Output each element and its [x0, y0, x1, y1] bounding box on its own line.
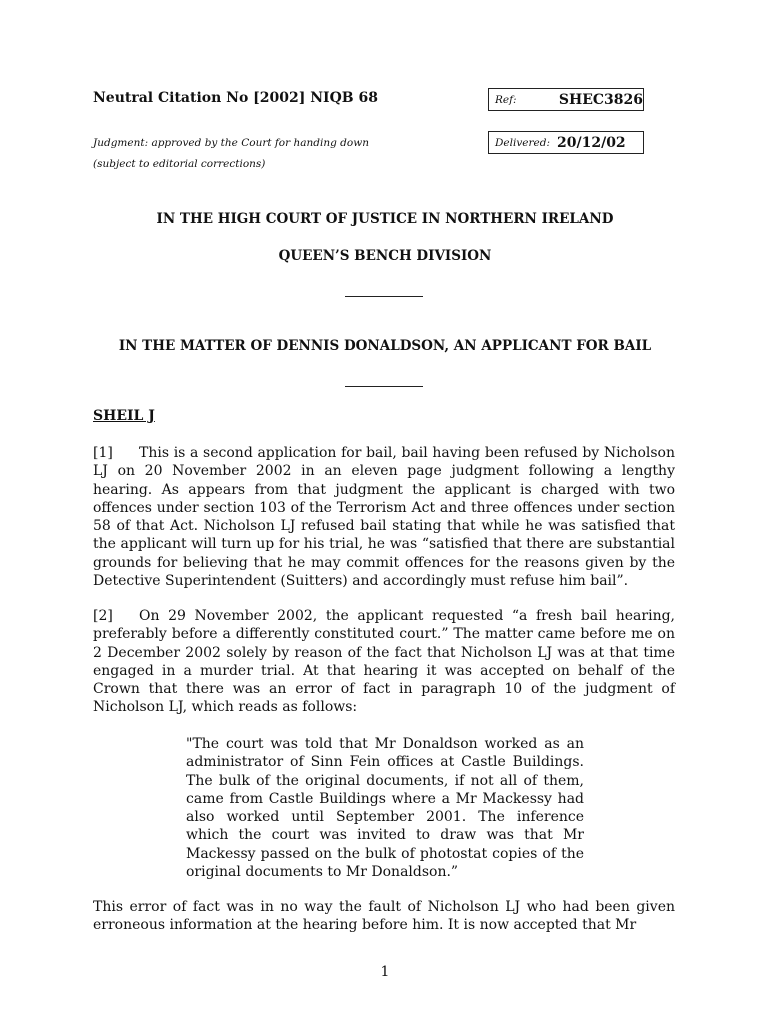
paragraph-text: On 29 November 2002, the applicant requested “a fresh bail hearing, preferably before a differently constituted court.” The matter came before me on 2 December 2002 solely by reason of the fact that Nicholson LJ was at that time engaged in a murder trial. At that hearing it was accepted on behalf of the Crown that there was an error of fact in paragraph 10 of the judgment of Nicholson LJ, which reads as follows:: [93, 608, 675, 716]
judge-name: SHEIL J: [93, 408, 155, 424]
delivered-value: 20/12/02: [557, 134, 626, 151]
block-quote: "The court was told that Mr Donaldson worked as an administrator of Sinn Fein offices at Castle Buildings. The bulk of the original documents, if not all of them, came from Castle Buildings where a Mr Mackessy had also worked until September 2001. The inference which the court was invited to draw was that Mr Mackessy passed on the bulk of photostat copies of the original documents to Mr Donaldson.”: [186, 736, 584, 881]
judgment-note: Judgment: approved by the Court for handing down: [93, 137, 369, 149]
delivered-label: Delivered:: [495, 136, 550, 149]
court-division: QUEEN’S BENCH DIVISION: [278, 248, 492, 264]
court-title: IN THE HIGH COURT OF JUSTICE IN NORTHERN IRELAND: [156, 211, 614, 227]
paragraph-1: [93, 444, 675, 590]
continuation-paragraph: This error of fact was in no way the fault of Nicholson LJ who had been given erroneous information at the hearing before him. It is now accepted that Mr: [93, 899, 675, 934]
delivered-box: [488, 131, 644, 154]
paragraph-2: [93, 607, 675, 717]
paragraph-number: [2]: [93, 608, 113, 624]
ref-value: SHEC3826: [558, 91, 643, 108]
neutral-citation: Neutral Citation No [2002] NIQB 68: [93, 90, 378, 106]
page-number: 1: [380, 964, 390, 980]
subject-note: (subject to editorial corrections): [93, 158, 266, 170]
reference-box: [488, 88, 644, 111]
paragraph-number: [1]: [93, 445, 113, 461]
divider-line: [345, 386, 423, 387]
ref-label: Ref:: [495, 93, 517, 106]
matter-title: IN THE MATTER OF DENNIS DONALDSON, AN APPLICANT FOR BAIL: [118, 338, 652, 354]
divider-line: [345, 296, 423, 297]
paragraph-text: This is a second application for bail, bail having been refused by Nicholson LJ on 20 November 2002 in an eleven page judgment following a lengthy hearing. As appears from that judgment the applicant is charged with two offences under section 103 of the Terrorism Act and three offences under section 58 of that Act. Nicholson LJ refused bail stating that while he was satisfied that the applicant will turn up for his trial, he was “satisfied that there are substantial grounds for believing that he may commit offences for the reasons given by the Detective Superintendent (Suitters) and accordingly must refuse him bail”.: [93, 445, 675, 590]
